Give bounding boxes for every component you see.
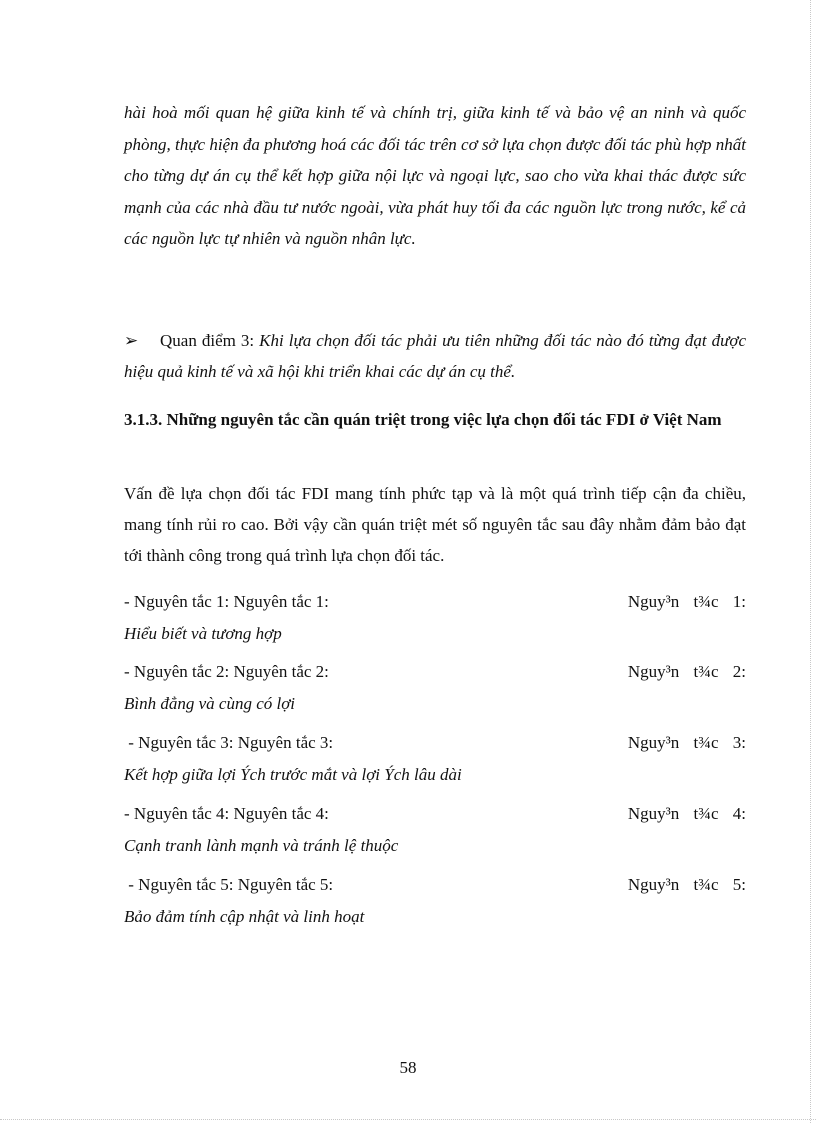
principle-label: - Nguyên tắc 3: Nguyên tắc 3: [124, 733, 334, 752]
principle-garbled-label: Nguy³n t¾c 1: [627, 592, 746, 611]
viewpoint-3 [124, 325, 746, 387]
principle-garbled-label: Nguy³n t¾c 3: [627, 733, 746, 752]
viewpoint-3-text: Khi lựa chọn đối tác phải ưu tiên những đối tác nào đó từng đạt được hiệu quả kinh tế và xã hội khi triển khai các dự án cụ thể. [124, 331, 746, 381]
viewpoint-3-lead: Quan điểm 3: [160, 331, 260, 350]
principle-label: - Nguyên tắc 1: Nguyên tắc 1: [124, 592, 329, 611]
principle-4 [124, 802, 746, 858]
principle-garbled-label: Nguy³n t¾c 5: [627, 875, 746, 894]
principle-label: - Nguyên tắc 5: Nguyên tắc 5: [124, 875, 334, 894]
page-edge-rule [810, 0, 811, 1123]
arrow-bullet-icon: ➢ [124, 331, 139, 350]
intro-paragraph: Vấn đề lựa chọn đối tác FDI mang tính phức tạp và là một quá trình tiếp cận đa chiều, mang tính rủi ro cao. Bởi vậy cần quán triệt mét số nguyên tắc sau đây nhằm đảm bảo đạt tới thành công trong quá trình lựa chọn đối tác. [124, 484, 746, 565]
principle-detail: Bảo đảm tính cập nhật và linh hoạt [124, 907, 365, 926]
principle-1 [124, 590, 746, 646]
principle-2 [124, 660, 746, 716]
principle-detail: Hiểu biết và tương hợp [124, 624, 282, 643]
principle-detail: Bình đẳng và cùng có lợi [124, 694, 296, 713]
principle-garbled-label: Nguy³n t¾c 2: [627, 662, 746, 681]
section-heading: 3.1.3. Những nguyên tắc cần quán triệt trong việc lựa chọn đối tác FDI ở Việt Nam [124, 410, 722, 429]
page-number: 58 [399, 1058, 417, 1077]
principle-garbled-label: Nguy³n t¾c 4: [627, 804, 746, 823]
principle-detail: Cạnh tranh lành mạnh và tránh lệ thuộc [124, 836, 399, 855]
principle-label: - Nguyên tắc 4: Nguyên tắc 4: [124, 804, 329, 823]
principle-label: - Nguyên tắc 2: Nguyên tắc 2: [124, 662, 329, 681]
principle-3 [124, 731, 746, 787]
principle-5 [124, 873, 746, 929]
principle-detail: Kết hợp giữa lợi Ých trước mắt và lợi Ých lâu dài [124, 765, 462, 784]
page-bottom-rule [0, 1119, 816, 1120]
paragraph-continuation: hài hoà mối quan hệ giữa kinh tế và chính trị, giữa kinh tế và bảo vệ an ninh và quốc phòng, thực hiện đa phương hoá các đối tác trên cơ sở lựa chọn được đối tác phù hợp nhất cho từng dự án cụ thể kết hợp giữa nội lực và ngoại lực, sao cho vừa khai thác được sức mạnh của các nhà đầu tư nước ngoài, vừa phát huy tối đa các nguồn lực trong nước, kể cả các nguồn lực tự nhiên và nguồn nhân lực. [124, 103, 746, 248]
